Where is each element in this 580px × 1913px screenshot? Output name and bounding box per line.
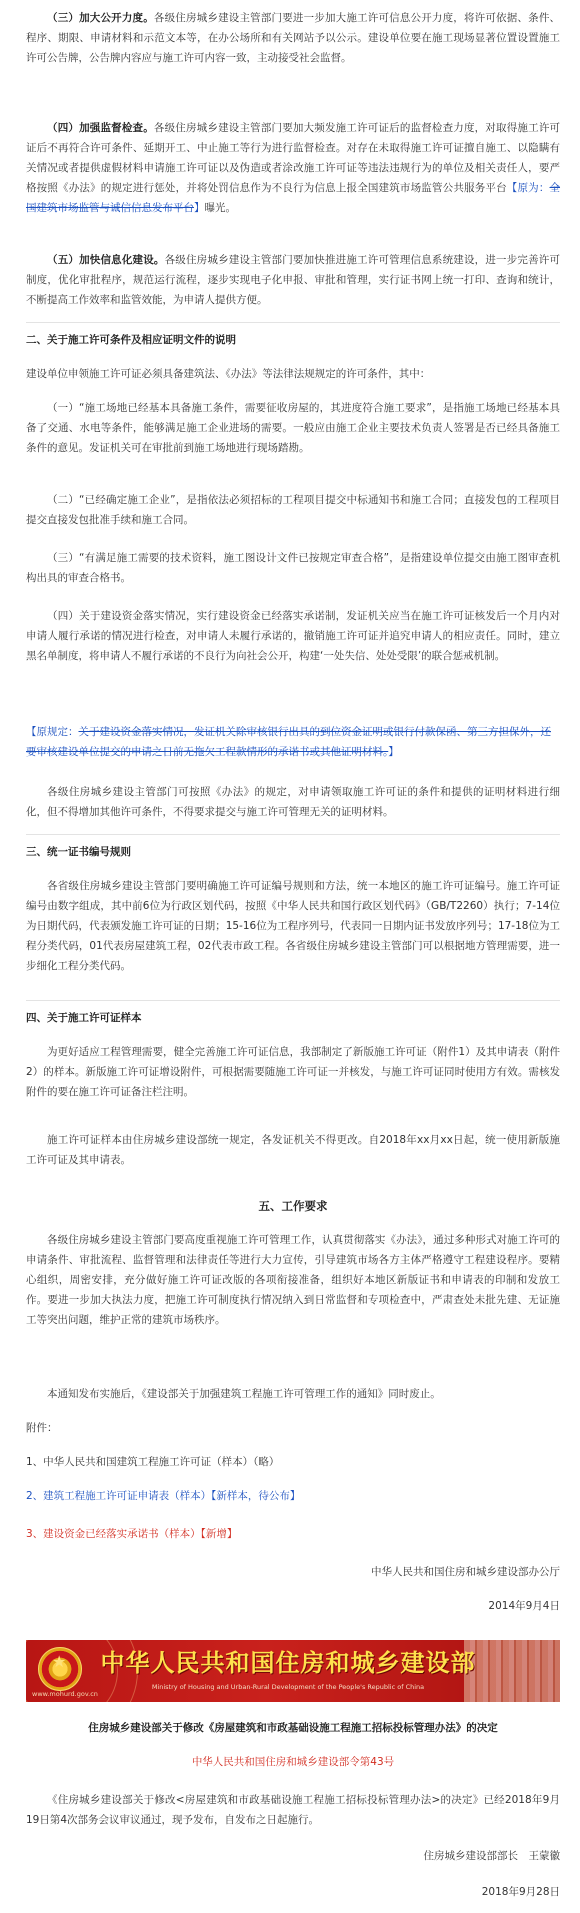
heading-2 <box>26 330 560 350</box>
sample-para-2 <box>26 1130 560 1170</box>
decision-title <box>26 1718 560 1738</box>
signature-date-text: 2014年9月4日 <box>488 1600 560 1612</box>
sample-para-1-text: 为更好适应工程管理需要，健全完善施工许可证信息，我部制定了新版施工许可证（附件1）及其申请表（附件2）的样本。新版施工许可证增设附件，可根据需要随施工许可证一并核发，与施工许可证同时使用方有效。需核发附件的要在施工许可证备注栏注明。 <box>26 1046 560 1098</box>
heading-3-text: 三、统一证书编号规则 <box>26 846 131 858</box>
section-5-body: 各级住房城乡建设主管部门要加快推进施工许可管理信息系统建设，进一步完善许可制度，优化审批程序，规范运行流程，逐步实现电子化申报、审批和管理，实行证书网上统一打印、查询和统计，不断提高工作效率和监管效能，为申请人提供方便。 <box>26 254 561 306</box>
banner-site-url: www.mohurd.gov.cn <box>32 1690 98 1698</box>
old-rule-note <box>26 722 560 762</box>
condition-2-text: （二）“已经确定施工企业”，是指依法必须招标的工程项目提交中标通知书和施工合同；直接发包的工程项目提交直接发包批准手续和施工合同。 <box>26 494 560 526</box>
divider <box>26 1000 560 1001</box>
signature-org <box>26 1562 560 1582</box>
banner-english-title: Ministry of Housing and Urban-Rural Development of the People's Republic of China <box>151 1683 425 1691</box>
emblem-star-icon: ★ <box>52 1652 67 1671</box>
ministry-banner <box>26 1640 560 1702</box>
decision-body <box>26 1790 560 1830</box>
note-suffix: 】 <box>194 202 205 214</box>
divider <box>26 322 560 323</box>
intro-2-text: 建设单位申领施工许可证必须具备建筑法、《办法》等法律法规规定的许可条件，其中： <box>26 368 431 380</box>
signature-org-text: 中华人民共和国住房和城乡建设部办公厅 <box>371 1566 560 1578</box>
attachments <box>26 1418 560 1438</box>
decision-title-text: 住房城乡建设部关于修改《房屋建筑和市政基础设施工程施工招标投标管理办法》的决定 <box>88 1722 498 1734</box>
condition-1 <box>26 398 560 458</box>
heading-5-text: 五、工作要求 <box>258 1199 328 1213</box>
condition-3-text: （三）“有满足施工需要的技术资料，施工图设计文件已按规定审查合格”，是指建设单位提交由施工图审查机构出具的审查合格书。 <box>26 552 560 584</box>
attachment-1[interactable] <box>26 1452 560 1472</box>
decision-body-text: 《住房城乡建设部关于修改<房屋建筑和市政基础设施工程施工招标投标管理办法>的决定》已经2018年9月19日第4次部务会议审议通过，现予发布，自发布之日起施行。 <box>26 1794 560 1826</box>
condition-4 <box>26 606 560 666</box>
work-requirements-text: 各级住房城乡建设主管部门要高度重视施工许可管理工作，认真贯彻落实《办法》，通过多种形式对施工许可的申请条件、审批流程、监督管理和法律责任等进行大力宣传，引导建筑市场各方主体严格遵守工程建设程序。要精心组织，周密安排，充分做好施工许可证改版的各项衔接准备，组织好本地区新版证书和申请表的印制和发放工作。要进一步加大执法力度，把施工许可制度执行情况纳入到日常监督和专项检查中，严肃查处未批先建、无证施工等突出问题，维护正常的建筑市场秩序。 <box>26 1234 560 1326</box>
attachment-3-link[interactable] <box>26 1524 560 1544</box>
condition-1-text: （一）“施工场地已经基本具备施工条件，需要征收房屋的，其进度符合施工要求”，是指施工场地已经基本具备了交通、水电等条件，能够满足施工企业进场的需要。一般应由施工企业主要技术负责人签署是否已经具备施工条件的意见。发证机关可在审批前到施工场地进行现场踏勘。 <box>26 402 560 454</box>
attachment-3-text: 3、建设资金已经落实承诺书（样本）【新增】 <box>26 1528 238 1540</box>
decision-date-text: 2018年9月28日 <box>481 1886 560 1898</box>
sample-para-2-text: 施工许可证样本由住房城乡建设部统一规定，各发证机关不得更改。自2018年xx月xx日起，统一使用新版施工许可证及其申请表。 <box>26 1134 560 1166</box>
decision-signer-text: 住房城乡建设部部长 王蒙徽 <box>423 1850 560 1862</box>
decision-signer <box>26 1846 560 1866</box>
decision-order-text: 中华人民共和国住房和城乡建设部令第43号 <box>191 1756 395 1768</box>
divider <box>26 834 560 835</box>
heading-2-text: 二、关于施工许可条件及相应证明文件的说明 <box>26 334 236 346</box>
intro-2 <box>26 364 560 384</box>
repeal-notice <box>26 1384 560 1404</box>
work-requirements <box>26 1230 560 1330</box>
old-rule-prefix: 【原规定： <box>26 726 79 738</box>
banner-title: 中华人民共和国住房和城乡建设部 <box>100 1648 476 1677</box>
numbering-rules <box>26 876 560 976</box>
section-4-body: 各级住房城乡建设主管部门要加大频发施工许可证后的监督检查力度，对取得施工许可证后不再符合许可条件、延期开工、中止施工等行为进行监督检查。对存在未取得施工许可证擅自施工、以隐瞒有关情况或者提供虚假材料申请施工许可证以及伪造或者涂改施工许可证等违法违规行为的单位及相关责任人，要严格按照《办法》的规定进行惩处，并将处罚信息作为不良行为信息上报全国建筑市场监管公共服务平台 <box>26 122 561 194</box>
section-4-label: （四）加强监督检查。 <box>47 122 154 134</box>
heading-4 <box>26 1008 560 1028</box>
section-3 <box>26 8 560 68</box>
section-4 <box>26 118 560 218</box>
section-3-label: （三）加大公开力度。 <box>47 12 154 24</box>
condition-4-text: （四）关于建设资金落实情况，实行建设资金已经落实承诺制，发证机关应当在施工许可证核发后一个月内对申请人履行承诺的情况进行检查，对申请人未履行承诺的，撤销施工许可证并追究申请人的相应责任。同时，建立黑名单制度，将申请人不履行承诺的不良行为向社会公开，构建‘一处失信、处处受限’的联合惩戒机制。 <box>26 610 560 662</box>
conditions-closing <box>26 782 560 822</box>
heading-4-text: 四、关于施工许可证样本 <box>26 1012 142 1024</box>
sample-para-1 <box>26 1042 560 1102</box>
section-5-label: （五）加快信息化建设。 <box>47 254 165 266</box>
section-4-tail: 曝光。 <box>204 202 236 214</box>
condition-2 <box>26 490 560 530</box>
attachment-2-text: 2、建筑工程施工许可证申请表（样本）【新样本，待公布】 <box>26 1490 301 1502</box>
numbering-rules-text: 各省级住房城乡建设主管部门要明确施工许可证编号规则和方法，统一本地区的施工许可证编号。施工许可证编号由数字组成，其中前6位为行政区划代码，按照《中华人民共和国行政区划代码》（GB/T2260）执行；7-14位为日期代码，代表颁发施工许可证的日期；15-16位为工程序列号，代表同一日期内证书发放序列号；17-18位为工程分类代码，01代表房屋建筑工程，02代表市政工程。各省级住房城乡建设主管部门可以根据地方管理需要，进一步细化工程分类代码。 <box>26 880 560 972</box>
note-prefix: 【原为： <box>506 182 550 194</box>
old-rule-struck-text: 关于建设资金落实情况，发证机关除审核银行出具的到位资金证明或银行付款保函、第三方担保外，还要审核建设单位提交的申请之日前无拖欠工程款情形的承诺书或其他证明材料。 <box>26 726 551 758</box>
note-struck-text: 全国建筑市场监管与诚信信息发布平台 <box>26 182 561 214</box>
heading-3 <box>26 842 560 862</box>
signature-date <box>26 1596 560 1616</box>
heading-5 <box>26 1196 560 1216</box>
banner-cityscape <box>464 1640 560 1702</box>
old-rule-suffix: 】 <box>388 746 399 758</box>
conditions-closing-text: 各级住房城乡建设主管部门可按照《办法》的规定，对申请领取施工许可证的条件和提供的证明材料进行细化，但不得增加其他许可条件，不得要求提交与施工许可管理无关的证明材料。 <box>26 786 560 818</box>
repeal-notice-text: 本通知发布实施后，《建设部关于加强建筑工程施工许可管理工作的通知》同时废止。 <box>47 1388 441 1400</box>
attachment-1-text: 1、中华人民共和国建筑工程施工许可证（样本）（略） <box>26 1456 280 1468</box>
attachment-2-link[interactable] <box>26 1486 560 1506</box>
attachments-title: 附件： <box>26 1422 58 1434</box>
section-5 <box>26 250 560 310</box>
condition-3 <box>26 548 560 588</box>
decision-date <box>26 1882 560 1902</box>
section-3-body: 各级住房城乡建设主管部门要进一步加大施工许可信息公开力度，将许可依据、条件、程序、期限、申请材料和示范文本等，在办公场所和有关网站予以公示。建设单位要在施工现场显著位置设置施工许可公告牌，公告牌内容应与施工许可内容一致，主动接受社会监督。 <box>26 12 561 64</box>
decision-order <box>26 1752 560 1772</box>
